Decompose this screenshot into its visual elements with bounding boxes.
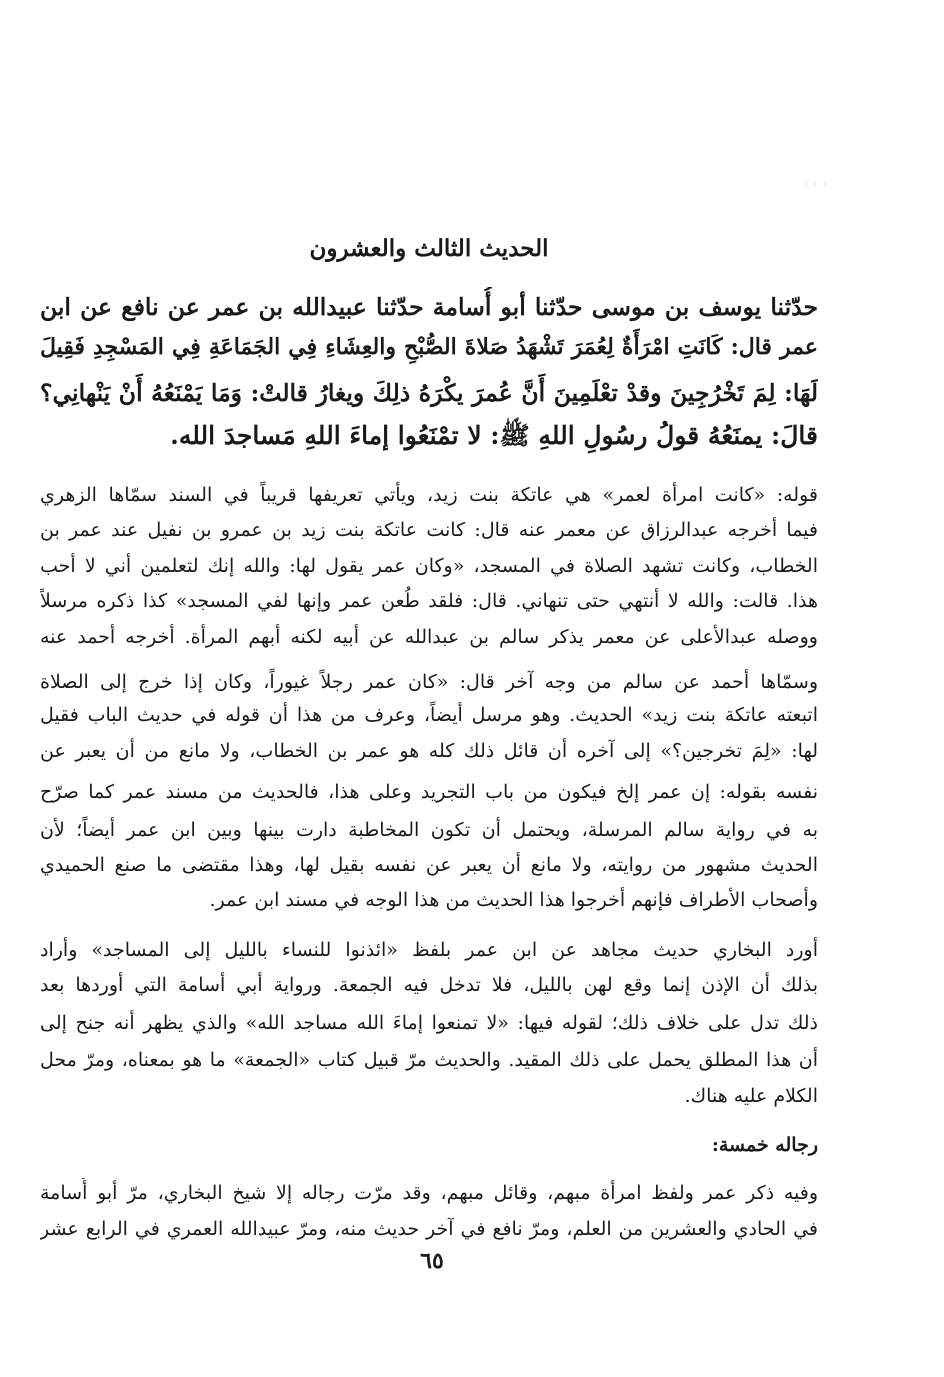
section-heading: رجاله خمسة: [711, 1134, 818, 1156]
commentary-line: وفيه ذكر عمر ولفظ امرأة مبهم، وقائل مبهم، وقد مرّت رجاله إلا شيخ البخاري، مرّ أبو أُسامة [40, 1182, 818, 1204]
commentary-line: ووصله عبدالأعلى عن معمر يذكر سالم بن عبدالله عن أبيه لكنه أبهم المرأة. أخرجه أحمد عنه [40, 626, 818, 648]
commentary-line: اتبعته عاتكة بنت زيد» الحديث. وهو مرسل أيضاً، وعرف من هذا أن قوله في حديث الباب فقيل [40, 704, 818, 726]
page-number: ٦٥ [420, 1248, 444, 1274]
commentary-line: لها: «لِمَ تخرجين؟» إلى آخره أن قائل ذلك كله هو عمر بن الخطاب، ولا مانع من أن يعبر عن [40, 740, 818, 762]
commentary-line: أن هذا المطلق يحمل على ذلك المقيد. والحديث مرّ قبيل كتاب «الجمعة» ما هو بمعناه، ومرّ محل [40, 1049, 818, 1071]
commentary-line: نفسه بقوله: إن عمر إلخ فيكون من باب التجريد وعلى هذا، فالحديث من مسند عمر كما صرّح [40, 781, 818, 803]
commentary-line: به في رواية سالم المرسلة، ويحتمل أن تكون المخاطبة دارت بينها وبين ابن عمر أيضاً؛ لأن [40, 819, 818, 841]
commentary-line: في الحادي والعشرين من العلم، ومرّ نافع في آخر حديث منه، ومرّ عبيدالله العمري في الرابع عشر [40, 1218, 818, 1240]
hadith-title: الحديث الثالث والعشرون [309, 235, 549, 262]
hadith-line: لَهَا: لِمَ تَخْرُجِينَ وقدْ تعْلَمِينَ أَنَّ عُمرَ يكْرَهُ ذلِكَ ويغارُ قالتْ: وَمَا يَمْنَعُهُ أَنْ يَنْهانِي؟ [40, 379, 818, 407]
hadith-line: حدّثنا يوسف بن موسى حدّثنا أبو أُسامة حدّثنا عبيدالله بن عمر عن نافع عن ابن [40, 293, 818, 321]
hadith-line: قالَ: يمنَعُهُ قولُ رسُولِ اللهِ ﷺ: لا تمْنَعُوا إماءَ اللهِ مَساجدَ الله. [170, 421, 818, 450]
commentary-line: بذلك أن الإذن إنما وقع لهن بالليل، فلا تدخل فيه الجمعة. ورواية أبي أسامة التي أوردها بعد [40, 974, 818, 996]
commentary-line: الحديث مشهور من روايته، ولا مانع أن يعبر عن نفسه بقيل لها، وهذا مقتضى ما صنع الحميدي [40, 854, 818, 876]
commentary-line: هذا. قالت: والله لا أنتهي حتى تنهاني. قال: فلقد طُعن عمر وإنها لفي المسجد» كذا ذكره مرسلاً [40, 590, 818, 612]
commentary-line: وأصحاب الأطراف فإنهم أخرجوا هذا الحديث من هذا الوجه في مسند ابن عمر. [209, 889, 818, 911]
commentary-line: فيما أخرجه عبدالرزاق عن معمر عنه قال: كانت عاتكة بنت زيد بن عمرو بن نفيل عند عمر بن [40, 519, 818, 541]
commentary-line: الكلام عليه هناك. [684, 1085, 818, 1107]
scan-speck-decoration: · · · [805, 180, 828, 189]
hadith-line: عمر قال: كَانَتِ امْرَأَةٌ لِعُمَرَ تَشْهَدُ صَلاةَ الصُّبْحِ والعِشَاءِ فِي الجَمَاعَةِ فِي المَسْجِدِ فَقِيلَ [40, 334, 818, 360]
commentary-line: وسمّاها أحمد عن سالم من وجه آخر قال: «كان عمر رجلاً غيوراً، وكان إذا خرج إلى الصلاة [40, 671, 818, 693]
commentary-line: الخطاب، وكانت تشهد الصلاة في المسجد، «وكان عمر يقول لها: والله إنك لتعلمين أني لا أحب [40, 555, 818, 577]
commentary-line: أورد البخاري حديث مجاهد عن ابن عمر بلفظ «ائذنوا للنساء بالليل إلى المساجد» وأراد [40, 939, 818, 961]
commentary-line: ذلك تدل على خلاف ذلك؛ لقوله فيها: «لا تمنعوا إماءَ الله مساجد الله» والذي يظهر أنه جنح إلى [40, 1012, 818, 1034]
commentary-line: قوله: «كانت امرأة لعمر» هي عاتكة بنت زيد، ويأتي تعريفها قريباً في السند سمّاها الزهري [40, 484, 818, 506]
